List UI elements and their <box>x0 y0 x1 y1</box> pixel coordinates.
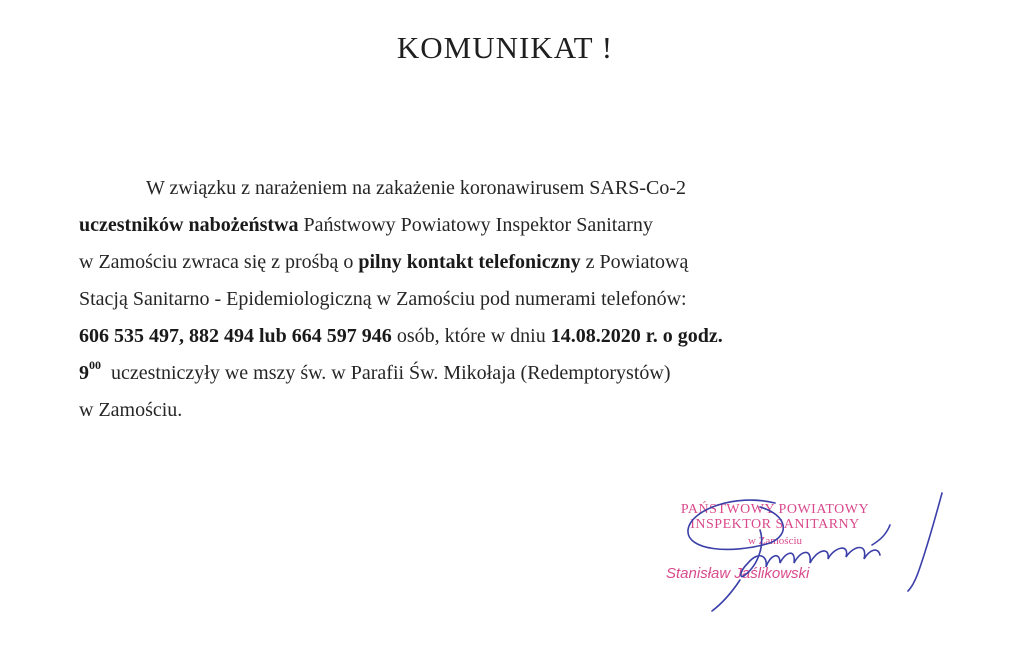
text-segment: z Powiatową <box>580 251 689 273</box>
document-title: KOMUNIKAT ! <box>396 30 614 65</box>
stamp-line-2: INSPEKTOR SANITARNY <box>690 517 860 532</box>
time-superscript: 00 <box>89 358 101 373</box>
text-line <box>79 207 911 244</box>
handwritten-signature <box>640 485 960 615</box>
text-segment: Państwowy Powiatowy Inspektor Sanitarny <box>298 214 653 236</box>
text-segment-bold: 14.08.2020 r. o godz. <box>550 325 723 347</box>
text-line <box>79 318 911 355</box>
stamp-line-3: w Zamościu <box>747 535 803 547</box>
announcement-body <box>79 170 911 429</box>
text-line <box>79 281 911 318</box>
text-line <box>79 170 911 207</box>
text-segment: w Zamościu zwraca się z prośbą o <box>79 251 359 273</box>
text-segment-bold: pilny kontakt telefoniczny <box>358 251 581 273</box>
text-segment: osób, które w dniu <box>391 325 551 347</box>
text-segment-bold: uczestników nabożeństwa <box>79 214 299 236</box>
text-segment-bold: 606 535 497, 882 494 lub 664 597 946 <box>79 325 392 347</box>
text-line <box>79 355 911 392</box>
text-segment-bold: 9 <box>79 362 89 384</box>
text-line <box>79 244 911 281</box>
text-segment: Stacją Sanitarno - Epidemiologiczną w Zamościu pod numerami telefonów: <box>79 288 687 310</box>
text-line <box>79 392 911 429</box>
stamp-line-1: PAŃSTWOWY POWIATOWY <box>680 502 870 517</box>
stamp-name: Stanisław Jaślikowski <box>666 565 810 582</box>
text-segment: W związku z narażeniem na zakażenie koronawirusem SARS-Co-2 <box>146 177 686 199</box>
text-segment: w Zamościu. <box>79 399 183 421</box>
text-segment: uczestniczyły we mszy św. w Parafii Św. Mikołaja (Redemptorystów) <box>101 362 671 384</box>
